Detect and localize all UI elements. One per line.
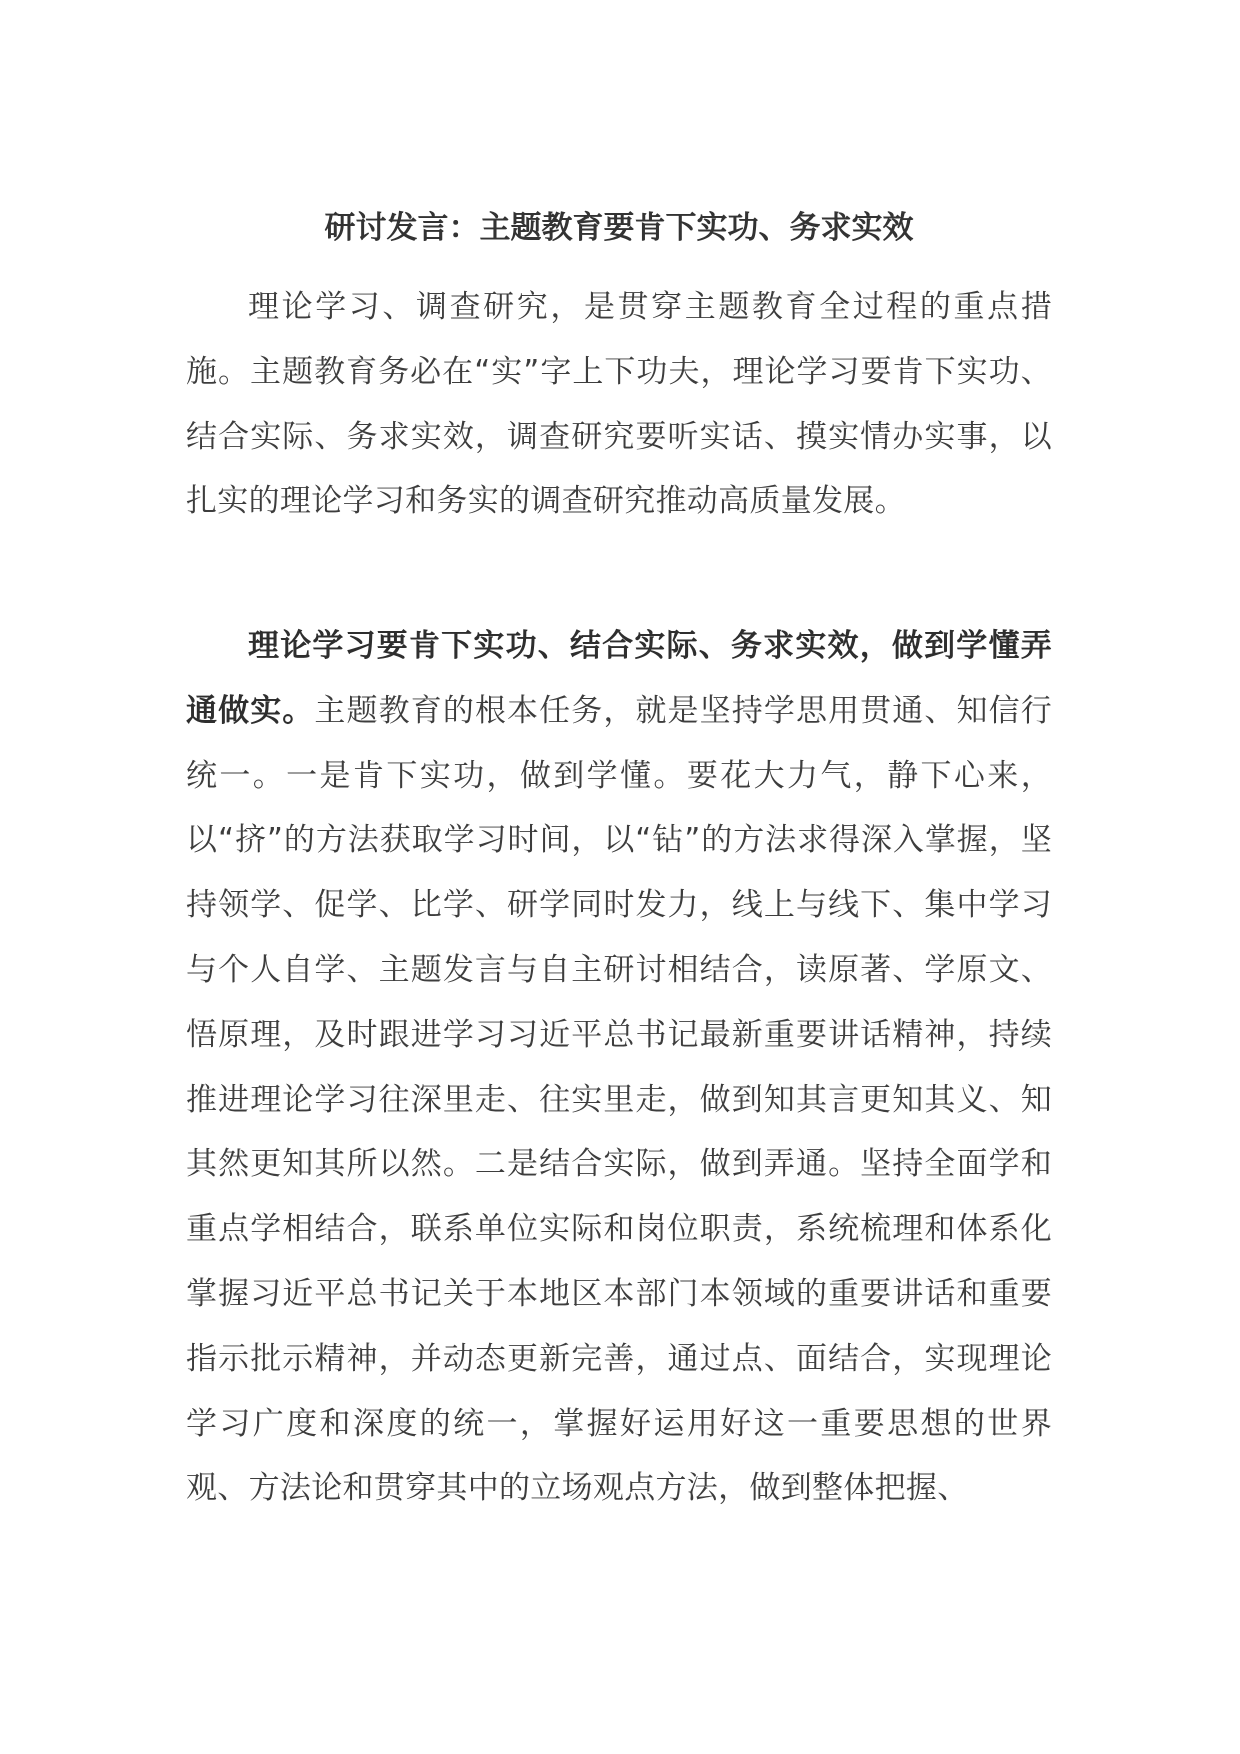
- paragraph-theory-study: [186, 614, 1052, 1521]
- paragraph-theory-study-text: 主题教育的根本任务，就是坚持学思用贯通、知信行统一。一是肯下实功，做到学懂。要花大力气，静下心来，以“挤”的方法获取学习时间，以“钻”的方法求得深入掌握，坚持领学、促学、比学、研学同时发力，线上与线下、集中学习与个人自学、主题发言与自主研讨相结合，读原著、学原文、悟原理，及时跟进学习习近平总书记最新重要讲话精神，持续推进理论学习往深里走、往实里走，做到知其言更知其义、知其然更知其所以然。二是结合实际，做到弄通。坚持全面学和重点学相结合，联系单位实际和岗位职责，系统梳理和体系化掌握习近平总书记关于本地区本部门本领域的重要讲话和重要指示批示精神，并动态更新完善，通过点、面结合，实现理论学习广度和深度的统一，掌握好运用好这一重要思想的世界观、方法论和贯穿其中的立场观点方法，做到整体把握、: [186, 692, 1052, 1507]
- document-title: 研讨发言：主题教育要肯下实功、务求实效: [324, 210, 914, 246]
- paragraph-lead-heading: 理论学习要肯下实功、结合实际、务求实效，做到学懂弄通做实。: [186, 628, 1052, 729]
- paragraph-intro: [186, 275, 1052, 534]
- paragraph-intro-text: 理论学习、调查研究，是贯穿主题教育全过程的重点措施。主题教育务必在“实”字上下功夫，理论学习要肯下实功、结合实际、务求实效，调查研究要听实话、摸实情办实事，以扎实的理论学习和务实的调查研究推动高质量发展。: [186, 289, 1052, 520]
